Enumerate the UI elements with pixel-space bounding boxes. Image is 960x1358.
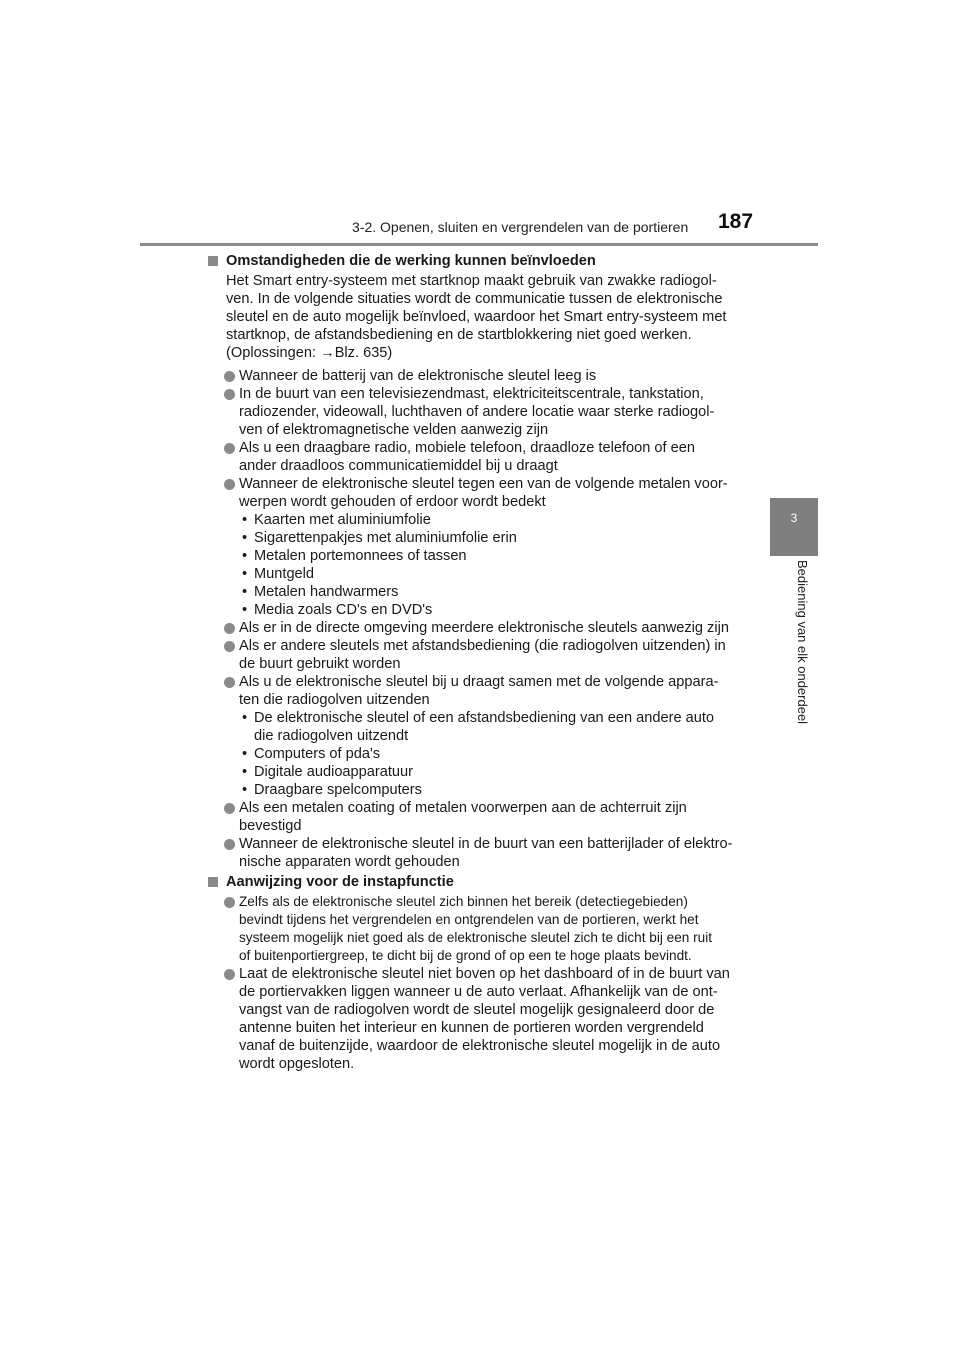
text-line: (Oplossingen: →Blz. 635): [226, 345, 393, 361]
text-line: vangst van de radiogolven wordt de sleutel mogelijk gesignaleerd door de: [239, 1002, 715, 1018]
bullet-dot-icon: [224, 389, 235, 400]
text-line: Als u een draagbare radio, mobiele telefoon, draadloze telefoon of een: [239, 440, 695, 456]
text-line: Als een metalen coating of metalen voorwerpen aan de achterruit zijn: [239, 800, 687, 816]
bullet-dot-icon: [224, 641, 235, 652]
sub-list-item-text: Metalen portemonnees of tassen: [254, 548, 467, 564]
bullet-item: [208, 965, 753, 1073]
square-bullet-icon: [208, 256, 218, 266]
sub-list-item: • Digitale audioapparatuur: [242, 764, 414, 780]
sub-list-item: • Media zoals CD's en DVD's: [242, 602, 433, 618]
text-line: Als er andere sleutels met afstandsbediening (die radiogolven uitzenden) in: [239, 638, 726, 654]
text-line: systeem mogelijk niet goed als de elektronische sleutel zich te dicht bij een ruit: [239, 930, 713, 945]
text-line: die radiogolven uitzendt: [254, 728, 409, 744]
text-line: Als u de elektronische sleutel bij u draagt samen met de volgende appara-: [239, 674, 719, 690]
text-line: In de buurt van een televisiezendmast, elektriciteitscentrale, tankstation,: [239, 386, 704, 402]
text-line: ten die radiogolven uitzenden: [239, 692, 430, 708]
text-line: bevindt tijdens het vergrendelen en ontgrendelen van de portieren, werkt het: [239, 912, 699, 927]
bullet-item: [208, 799, 753, 835]
bullet-dot-icon: [224, 803, 235, 814]
text-line: antenne buiten het interieur en kunnen de portieren worden vergrendeld: [239, 1020, 704, 1036]
sub-list-item-text: Media zoals CD's en DVD's: [254, 602, 433, 618]
text-line: ander draadloos communicatiemiddel bij u draagt: [239, 458, 558, 474]
text-line: Als er in de directe omgeving meerdere elektronische sleutels aanwezig zijn: [239, 620, 729, 636]
chapter-side-label: [795, 560, 817, 750]
text-line: wordt opgesloten.: [239, 1056, 355, 1072]
sub-list-item-text: Draagbare spelcomputers: [254, 782, 422, 798]
bullet-dot-icon: [224, 677, 235, 688]
text-line: werpen wordt gehouden of erdoor wordt bedekt: [239, 494, 546, 510]
bullet-item: [208, 439, 753, 475]
bullet-dot-icon: [224, 839, 235, 850]
text-line: Zelfs als de elektronische sleutel zich binnen het bereik (detectiegebieden): [239, 894, 688, 909]
sub-list-item-text: Kaarten met aluminiumfolie: [254, 512, 431, 528]
sub-list-item: • Metalen handwarmers: [242, 584, 399, 600]
bullet-item: [208, 619, 753, 637]
text-line: bevestigd: [239, 818, 302, 834]
bullet-item: [208, 673, 753, 709]
bullet-dot-icon: [224, 897, 235, 908]
text-line: nische apparaten wordt gehouden: [239, 854, 460, 870]
text-line: of buitenportiergreep, te dicht bij de grond of op een te hoge plaats bevindt.: [239, 948, 692, 963]
bullet-dot-icon: [224, 371, 235, 382]
text-line: De elektronische sleutel of een afstandsbediening van een andere auto: [254, 710, 715, 726]
text-line: ven of elektromagnetische velden aanwezig zijn: [239, 422, 549, 438]
sub-list-item-text: Muntgeld: [254, 566, 315, 582]
text-line: Wanneer de elektronische sleutel in de buurt van een batterijlader of elektro-: [239, 836, 733, 852]
bullet-item: [208, 367, 753, 385]
text-line: ven. In de volgende situaties wordt de communicatie tussen de elektronische: [226, 291, 723, 307]
text-line: Laat de elektronische sleutel niet boven op het dashboard of in de buurt van: [239, 966, 730, 982]
bullet-item: [208, 475, 753, 511]
bullet-item: [208, 835, 753, 871]
sub-list-item-text: Sigarettenpakjes met aluminiumfolie erin: [254, 530, 517, 546]
text-line: Het Smart entry-systeem met startknop maakt gebruik van zwakke radiogol-: [226, 273, 717, 289]
text-line: de buurt gebruikt worden: [239, 656, 401, 672]
text-line: radiozender, videowall, luchthaven of andere locatie waar sterke radiogol-: [239, 404, 715, 420]
text-line: Wanneer de batterij van de elektronische sleutel leeg is: [239, 368, 597, 384]
sub-list-item-text: Computers of pda's: [254, 746, 381, 762]
header-section-title: 3-2. Openen, sluiten en vergrendelen van de portieren: [352, 219, 689, 235]
chapter-tab: [770, 498, 818, 556]
sub-list-item: • Computers of pda's: [242, 746, 381, 762]
sub-list-item: • De elektronische sleutel of een afstandsbediening van een andere auto die radiogolven uitzendt: [208, 709, 753, 745]
sub-list-item-text: Digitale audioapparatuur: [254, 764, 414, 780]
bullet-dot-icon: [224, 623, 235, 634]
sub-list-item: • Sigarettenpakjes met aluminiumfolie erin: [242, 530, 517, 546]
sub-list-item: • Muntgeld: [242, 566, 315, 582]
page-number: 187: [718, 210, 754, 233]
text-line: de portiervakken liggen wanneer u de auto verlaat. Afhankelijk van de ont-: [239, 984, 718, 1000]
section-heading: [208, 252, 753, 270]
square-bullet-icon: [208, 877, 218, 887]
main-content: [208, 252, 753, 1073]
intro-paragraph: [208, 272, 753, 362]
bullet-item: [208, 385, 753, 439]
bullet-dot-icon: [224, 969, 235, 980]
sub-list: [208, 511, 753, 619]
sub-list-item: • Kaarten met aluminiumfolie: [242, 512, 431, 528]
bullet-item: [208, 893, 753, 965]
bullet-dot-icon: [224, 443, 235, 454]
sub-list-item-text: Metalen handwarmers: [254, 584, 399, 600]
bullet-item: [208, 637, 753, 673]
chapter-title: Bediening van elk onderdeel: [795, 560, 810, 725]
text-line: sleutel en de auto mogelijk beïnvloed, waardoor het Smart entry-systeem met: [226, 309, 727, 325]
text-line: Wanneer de elektronische sleutel tegen een van de volgende metalen voor-: [239, 476, 728, 492]
text-line: startknop, de afstandsbediening en de startblokkering niet goed werken.: [226, 327, 692, 343]
section-heading-text: Aanwijzing voor de instapfunctie: [226, 874, 454, 890]
bullet-dot-icon: [224, 479, 235, 490]
section-heading: [208, 873, 753, 891]
section-heading-text: Omstandigheden die de werking kunnen beïnvloeden: [226, 253, 596, 269]
sub-list-item: • Metalen portemonnees of tassen: [242, 548, 467, 564]
text-line: vanaf de buitenzijde, waardoor de elektronische sleutel mogelijk in de auto: [239, 1038, 721, 1054]
header-rule: [140, 243, 818, 246]
sub-list: [208, 745, 753, 799]
chapter-number: 3: [790, 511, 798, 525]
sub-list-item: • Draagbare spelcomputers: [242, 782, 422, 798]
